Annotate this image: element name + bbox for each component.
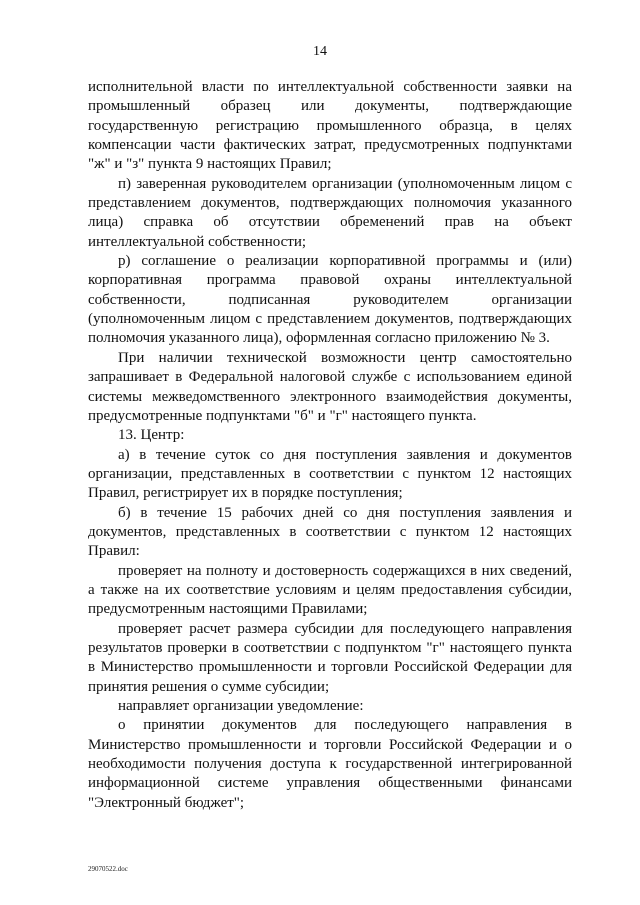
- page-number: 14: [313, 44, 327, 59]
- paragraph-item-p: п) заверенная руководителем организации (уполномоченным лицом с представлением документов, подтверждающих полномочия указанного лица) справка об отсутствии обременений прав на объект интеллектуальной собственности;: [88, 175, 572, 250]
- file-name-footer: 29070522.doc: [88, 865, 128, 873]
- paragraph-checks-completeness: проверяет на полноту и достоверность содержащихся в них сведений, а также на их соответствие условиям и целям предоставления субсидии, предусмотренным настоящими Правилами;: [88, 562, 572, 618]
- paragraph-sends-notification: направляет организации уведомление:: [118, 698, 364, 714]
- paragraph-item-r: р) соглашение о реализации корпоративной программы и (или) корпоративная программа правовой охраны интеллектуальной собственности, подписанная руководителем организации (уполномоченным лицом с представлением документов, подтверждающих полномочия указанного лица), оформленная согласно приложению № 3.: [88, 253, 572, 347]
- paragraph-item-b: б) в течение 15 рабочих дней со дня поступления заявления и документов, представленных в соответствии с пунктом 12 настоящих Правил:: [88, 504, 572, 560]
- section-13-heading: 13. Центр:: [118, 427, 185, 444]
- paragraph-checks-calculation: проверяет расчет размера субсидии для последующего направления результатов проверки в соответствии с подпунктом "г" настоящего пункта в Министерство промышленности и торговли Российской Федерации для принятия решения о сумме субсидии;: [88, 620, 572, 695]
- paragraph-fns-request: При наличии технической возможности центр самостоятельно запрашивает в Федеральной налоговой службе с использованием единой системы межведомственного электронного взаимодействия документы, предусмотренные подпунктами "б" и "г" настоящего пункта.: [88, 349, 572, 424]
- document-body: [88, 78, 572, 813]
- paragraph-acceptance: о принятии документов для последующего направления в Министерство промышленности и торговли Российской Федерации и о необходимости получения доступа к государственной интегрированной информационной системе управления общественными финансами "Электронный бюджет";: [88, 717, 572, 811]
- paragraph-item-a: а) в течение суток со дня поступления заявления и документов организации, представленных в соответствии с пунктом 12 настоящих Правил, регистрирует их в порядке поступления;: [88, 446, 572, 502]
- paragraph-continuation: исполнительной власти по интеллектуальной собственности заявки на промышленный образец или документы, подтверждающие государственную регистрацию промышленного образца, в целях компенсации части фактических затрат, предусмотренных подпунктами "ж" и "з" пункта 9 настоящих Правил;: [88, 79, 572, 173]
